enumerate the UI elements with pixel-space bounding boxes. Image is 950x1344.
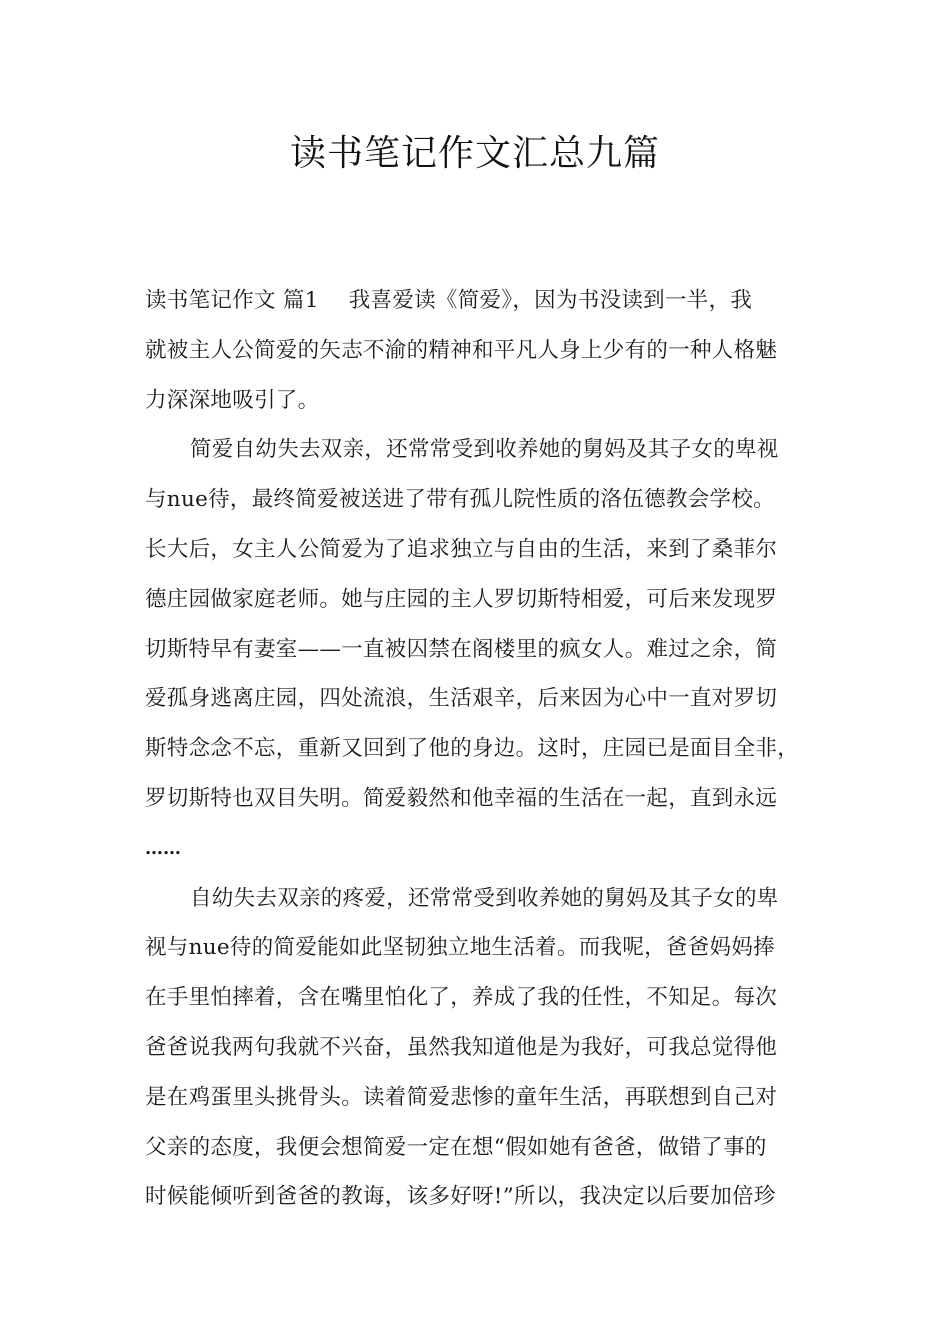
paragraph-line: 时候能倾听到爸爸的教诲，该多好呀!”所以，我决定以后要加倍珍 (145, 1184, 776, 1210)
paragraph-line: 是在鸡蛋里头挑骨头。读着简爱悲惨的童年生活，再联想到自己对 (145, 1084, 778, 1110)
page-title: 读书笔记作文汇总九篇 (289, 133, 660, 174)
paragraph-line: 爱孤身逃离庄园，四处流浪，生活艰辛，后来因为心中一直对罗切 (145, 686, 778, 712)
paragraph-line (145, 276, 825, 326)
paragraph-2 (145, 425, 825, 873)
paragraph-line: 长大后，女主人公简爱为了追求独立与自由的生活，来到了桑菲尔 (145, 536, 778, 562)
document-body (145, 276, 825, 1222)
paragraph-line: 在手里怕摔着，含在嘴里怕化了，养成了我的任性，不知足。每次 (145, 985, 778, 1011)
paragraph-line: 父亲的态度，我便会想简爱一定在想“假如她有爸爸，做错了事的 (145, 1134, 767, 1160)
paragraph-line: 爸爸说我两句我就不兴奋，虽然我知道他是为我好，可我总觉得他 (145, 1034, 778, 1060)
paragraph-line: 自幼失去双亲的疼爱，还常常受到收养她的舅妈及其子女的卑 (190, 885, 779, 911)
paragraph-line: 与nue待，最终简爱被送进了带有孤儿院性质的洛伍德教会学校。 (145, 487, 775, 513)
paragraph-line: 切斯特早有妻室——一直被囚禁在阁楼里的疯女人。难过之余，简 (145, 636, 778, 662)
paragraph-1 (145, 276, 825, 425)
paragraph-line: …… (145, 837, 181, 859)
paragraph-line: 罗切斯特也双目失明。简爱毅然和他幸福的生活在一起，直到永远 (145, 785, 778, 811)
paragraph-line: 力深深地吸引了。 (145, 387, 320, 413)
paragraph-line: 视与nue待的简爱能如此坚韧独立地生活着。而我呢，爸爸妈妈捧 (145, 935, 775, 961)
paragraph-line: 就被主人公简爱的矢志不渝的精神和平凡人身上少有的一种人格魅 (145, 337, 778, 363)
section-label: 读书笔记作文 篇1 (145, 288, 319, 313)
paragraph-3 (145, 874, 825, 1223)
paragraph-line: 简爱自幼失去双亲，还常常受到收养她的舅妈及其子女的卑视 (190, 437, 779, 463)
paragraph-line: 德庄园做家庭老师。她与庄园的主人罗切斯特相爱，可后来发现罗 (145, 586, 778, 612)
paragraph-line: 斯特念念不忘，重新又回到了他的身边。这时，庄园已是面目全非， (145, 736, 800, 762)
line-text: 我喜爱读《简爱》，因为书没读到一半，我 (348, 288, 753, 313)
